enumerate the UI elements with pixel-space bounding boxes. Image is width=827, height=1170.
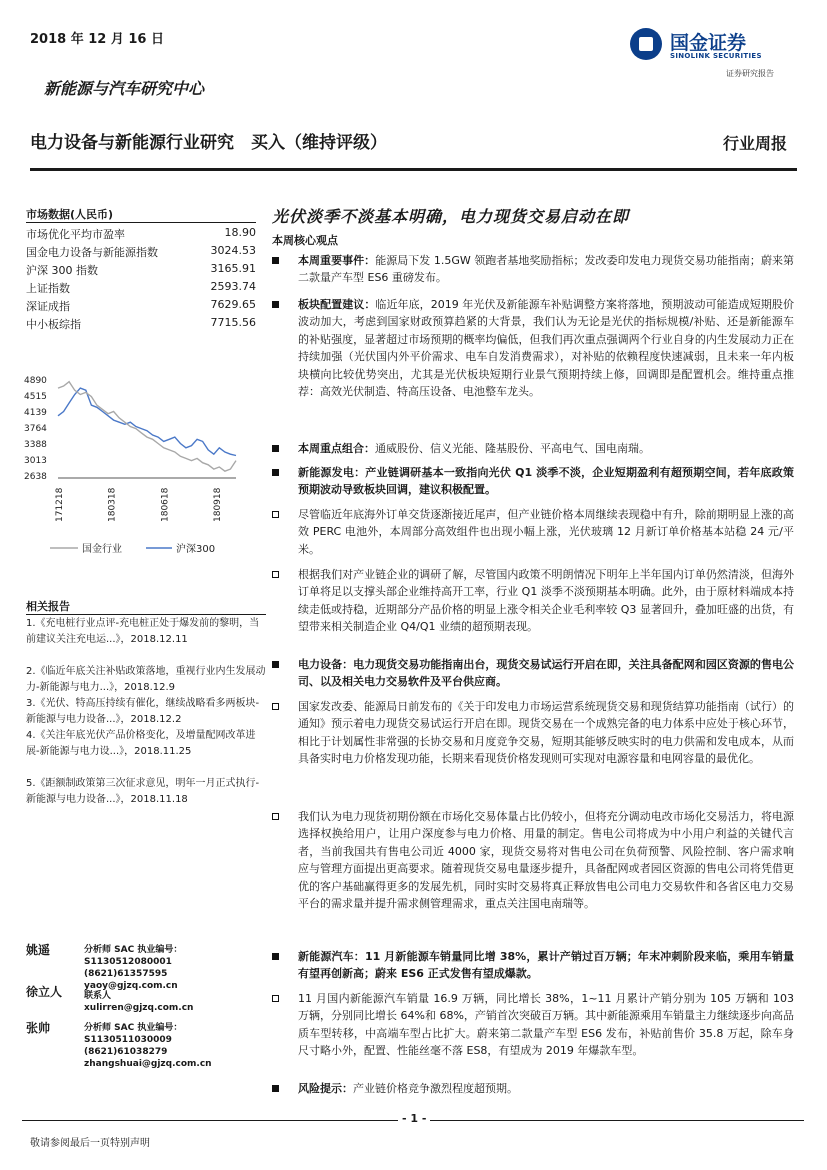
bullet-icon <box>272 995 279 1002</box>
related-report-item[interactable]: 1.《充电桩行业点评-充电桩正处于爆发前的黎明，当前建议关注充电运...》，2018.12.11 <box>26 618 260 645</box>
para-label: 板块配置建议： <box>298 298 376 311</box>
market-row <box>26 316 256 334</box>
analyst-name: 徐立人 <box>26 985 63 999</box>
series-line-沪深300 <box>58 388 236 455</box>
bullet-icon <box>272 703 279 710</box>
market-label: 市场优化平均市盈率 <box>26 228 125 241</box>
related-report-item[interactable]: 5.《距额制政策第三次征求意见，明年一月正式执行-新能源与电力设备...》，2018.11.18 <box>26 778 260 805</box>
x-tick-label: 180318 <box>107 487 118 522</box>
para-text: 11 月国内新能源汽车销量 16.9 万辆，同比增长 38%，1~11 月累计产销分别为 105 万辆和 103 万辆，分别同比增长 64%和 68%，产销首次突破百万辆。其中新能源乘用车销量主力继续逐步向高品质车型转移，中高端车型占比扩大。蔚来第二款量产车型 ES6 发布，补贴前售价 35.8 万起，除车身尺寸略小外，配置、性能丝毫不落 ES8，有望成为 2019 年爆款车型。 <box>298 992 794 1058</box>
core-views-heading: 本周核心观点 <box>272 234 338 247</box>
para-bold: 电力设备：电力现货交易功能指南出台，现货交易试运行开启在即，关注具备配网和园区资源的售电公司、以及相关电力交易软件及平台供应商。 <box>298 658 794 689</box>
para-text: 产业链价格竞争激烈程度超预期。 <box>353 1082 518 1095</box>
para-text: 我们认为电力现货初期份额在市场化交易体量占比仍较小，但将充分调动电改市场化交易活力，将电源选择权换给用户，让用户深度参与电力价格、用量的制定。售电公司将成为中小用户利益的关键代言者，当前我国共有售电公司近 4000 家，现货交易将对售电公司在负荷预警、风险控制、客户需求响应与管理方面提出更高要求。随着现货交易电量逐步提升，具备配网或者园区资源的售电公司将凭借更优的客户基础赢得更多的发展先机，同时实时交易将真正释放售电公司电力交易软件和各省区电力交易平台的需求量并提升需求侧管理需求，重点关注国电南瑞等。 <box>298 810 794 911</box>
para-text: 根据我们对产业链企业的调研了解，尽管国内政策不明朗情况下明年上半年国内订单仍然清淡，但海外订单将足以支撑头部企业维持高开工率，行业 Q1 淡季不淡预期基本明确。此外，由于原材料端成本持续走低或持稳，近期部分产品价格的明显上涨令相关企业毛利率较 Q3 显著回升，叠加旺盛的出货，有望带来相关制造企业 Q4/Q1 业绩的超预期表现。 <box>298 568 794 634</box>
main-headline: 光伏淡季不淡基本明确，电力现货交易启动在即 <box>272 207 630 226</box>
market-value: 3024.53 <box>210 244 256 257</box>
market-value: 7715.56 <box>210 316 256 329</box>
paragraph-spot-market <box>272 698 794 768</box>
paragraph-new-energy-gen <box>272 464 794 499</box>
page-number: - 1 - <box>398 1112 430 1125</box>
logo-mark-icon <box>630 28 662 60</box>
paragraph-nev-sales <box>272 990 794 1060</box>
para-text: 尽管临近年底海外订单交货逐渐接近尾声，但产业链价格本周继续表现稳中有升，除前期明显上涨的高效 PERC 电池外，本周部分高效组件也出现小幅上涨，光伏玻璃 12 月新订单价格基本站稳 24 元/平米。 <box>298 508 794 556</box>
report-date: 2018 年 12 月 16 日 <box>30 32 164 47</box>
market-row <box>26 244 256 262</box>
market-value: 3165.91 <box>210 262 256 275</box>
para-label: 本周重要事件： <box>298 254 376 267</box>
analyst-card <box>26 1021 266 1069</box>
bullet-icon <box>272 813 279 820</box>
bullet-icon <box>272 1085 279 1092</box>
para-text: 国家发改委、能源局日前发布的《关于印发电力市场运营系统现货交易和现货结算功能指南（试行）的通知》预示着电力现货交易试运行开启在即。现货交易在一个成熟完备的电力体系中应处于核心环节，相比于计划属性非常强的长协交易和月度竞争交易，短期其能够反映实时的电力供需和发电成本，从而具备实时电力价格发现功能，长期来看现货价格发现则可实现对电源容量和电网容量的最优化。 <box>298 700 794 766</box>
x-tick-label: 171218 <box>55 487 65 522</box>
bullet-icon <box>272 571 279 578</box>
related-report-item[interactable]: 3.《光伏、特高压持续有催化，继续战略看多两板块-新能源与电力设备...》，2018.12.2 <box>26 698 260 725</box>
para-label: 本周重点组合： <box>298 442 375 455</box>
para-bold: 新能源发电：产业链调研基本一致指向光伏 Q1 淡季不淡，企业短期盈利有超预期空间，若年底政策预期波动导致板块回调，建议积极配置。 <box>298 466 794 497</box>
paragraph-survey <box>272 566 794 636</box>
analyst-email[interactable]: yaoy@gjzq.com.cn <box>84 981 178 991</box>
paragraph-risk <box>272 1080 794 1097</box>
analyst-email[interactable]: xulirren@gjzq.com.cn <box>84 1003 194 1013</box>
company-logo <box>630 28 800 84</box>
analyst-phone: (8621)61357595 <box>84 969 168 979</box>
analyst-sac: 分析师 SAC 执业编号：S1130512080001 <box>84 945 183 967</box>
market-value: 18.90 <box>224 226 256 239</box>
market-value: 7629.65 <box>210 298 256 311</box>
para-text: 能源局下发 1.5GW 领跑者基地奖励指标；发改委印发电力现货交易功能指南；蔚来第二款量产车型 ES6 重磅发布。 <box>298 254 794 285</box>
market-label: 中小板综指 <box>26 318 81 331</box>
paragraph-retail-power <box>272 808 794 912</box>
market-label: 沪深 300 指数 <box>26 264 98 277</box>
logo-subtitle: 证券研究报告 <box>726 69 774 78</box>
related-reports-heading: 相关报告 <box>26 600 70 613</box>
paragraph-portfolio <box>272 440 794 457</box>
bullet-icon <box>272 301 279 308</box>
market-value: 2593.74 <box>210 280 256 293</box>
legend-label: 沪深300 <box>176 544 216 555</box>
y-tick-label: 4890 <box>24 376 47 386</box>
market-data-rule <box>26 222 256 223</box>
analyst-role: 联系人 <box>84 991 112 1001</box>
y-tick-label: 3388 <box>24 440 47 450</box>
analyst-phone: (8621)61038279 <box>84 1047 168 1057</box>
market-label: 深证成指 <box>26 300 70 313</box>
y-tick-label: 2638 <box>24 472 47 482</box>
market-data-heading: 市场数据(人民币) <box>26 208 114 221</box>
header-divider <box>30 168 797 171</box>
y-tick-label: 4139 <box>24 408 47 418</box>
para-bold: 新能源汽车：11 月新能源车销量同比增 38%，累计产销过百万辆；年末冲刺阶段来临，乘用车销量有望再创新高；蔚来 ES6 正式发售有望成爆款。 <box>298 950 794 981</box>
para-label: 风险提示： <box>298 1082 353 1095</box>
analyst-name: 张帅 <box>26 1021 51 1035</box>
index-line-chart <box>22 372 244 572</box>
disclaimer-note: 敬请参阅最后一页特别声明 <box>30 1138 150 1149</box>
research-center-name: 新能源与汽车研究中心 <box>44 79 205 98</box>
para-text: 临近年底，2019 年光伏及新能源车补贴调整方案将落地，预期波动可能造成短期股价波动加大，考虑到国家财政预算趋紧的大背景，我们认为无论是光伏的指标规模/补贴、还是新能源车的补贴强度，显著超过市场预期的概率均偏低，但我们再次重点强调两个行业自身的内生发展动力正在持续加强（光伏国内外平价需求、电车自发消费需求），对补贴的依赖程度快速减弱，且未来一年内板块横向比较优势突出，尤其是光伏板块短期行业景气预期持续上修，回调即是配置机会。维持重点推荐：高效光伏制造、特高压设备、电池整车龙头。 <box>298 298 794 399</box>
bullet-icon <box>272 661 279 668</box>
market-row <box>26 280 256 298</box>
paragraph-power-equipment <box>272 656 794 691</box>
bullet-icon <box>272 257 279 264</box>
report-title-rating: 电力设备与新能源行业研究 买入（维持评级） <box>30 133 387 153</box>
x-tick-label: 180618 <box>160 487 171 522</box>
analyst-card <box>26 943 266 991</box>
logo-name-en: SINOLINK SECURITIES <box>670 52 762 60</box>
related-report-item[interactable]: 2.《临近年底关注补贴政策落地，重视行业内生发展动力-新能源与电力...》，2018.12.9 <box>26 666 266 693</box>
paragraph-key-events <box>272 252 794 287</box>
legend-label: 国金行业 <box>82 544 122 555</box>
related-report-item[interactable]: 4.《关注年底光伏产品价格变化，及增量配网改革进展-新能源与电力设...》，2018.11.25 <box>26 730 256 757</box>
bullet-icon <box>272 445 279 452</box>
analyst-sac: 分析师 SAC 执业编号：S1130511030009 <box>84 1023 183 1045</box>
paragraph-nev <box>272 948 794 983</box>
y-tick-label: 4515 <box>24 392 47 402</box>
series-line-国金行业 <box>58 382 236 472</box>
market-row <box>26 298 256 316</box>
market-label: 上证指数 <box>26 282 70 295</box>
logo-name-cn: 国金证券 <box>670 32 747 54</box>
market-row <box>26 226 256 244</box>
paragraph-supply-chain <box>272 506 794 558</box>
y-tick-label: 3764 <box>24 424 47 434</box>
para-text: 通威股份、信义光能、隆基股份、平高电气、国电南瑞。 <box>375 442 650 455</box>
market-label: 国金电力设备与新能源指数 <box>26 246 158 259</box>
market-row <box>26 262 256 280</box>
related-reports-rule <box>26 614 266 615</box>
analyst-name: 姚遥 <box>26 943 51 957</box>
analyst-card <box>26 986 266 1016</box>
y-tick-label: 3013 <box>24 456 47 466</box>
bullet-icon <box>272 953 279 960</box>
analyst-email[interactable]: zhangshuai@gjzq.com.cn <box>84 1059 212 1069</box>
bullet-icon <box>272 511 279 518</box>
paragraph-allocation <box>272 296 794 400</box>
report-type: 行业周报 <box>722 134 787 153</box>
bullet-icon <box>272 469 279 476</box>
x-tick-label: 180918 <box>213 487 223 522</box>
